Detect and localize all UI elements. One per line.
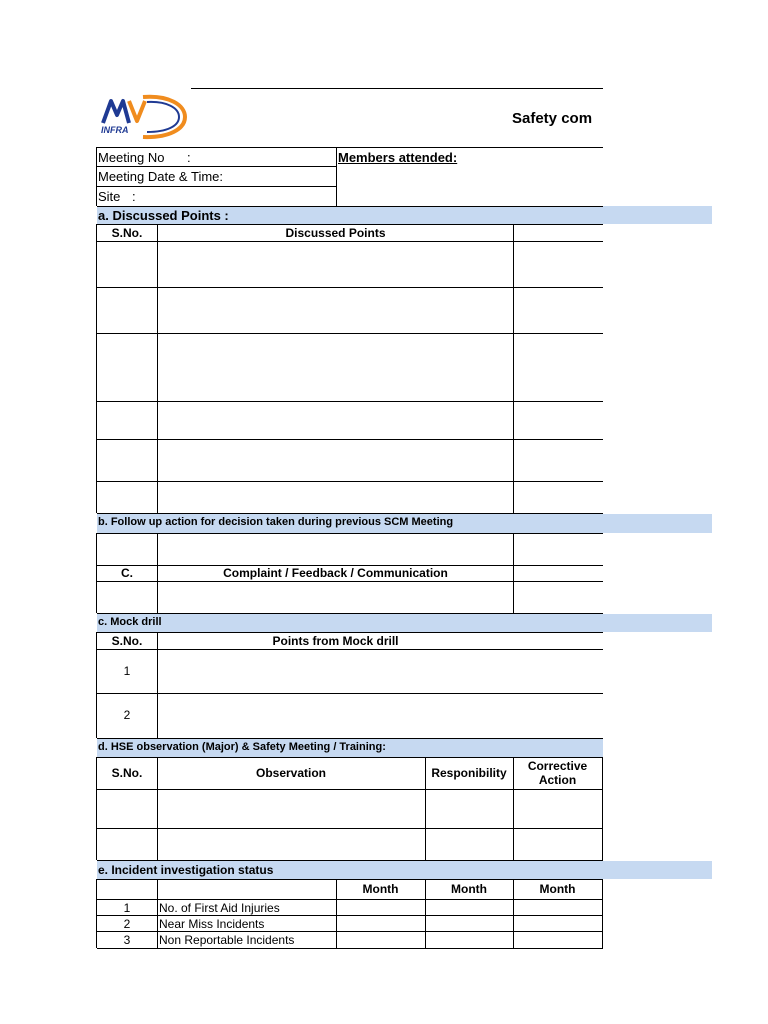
site-label: Site (98, 189, 121, 204)
company-logo (99, 93, 187, 141)
table-row (97, 333, 603, 334)
table-row (97, 241, 603, 242)
section-c-col-sno: S.No. (111, 634, 143, 648)
meeting-rule-3 (97, 186, 337, 187)
incident-row-2-label: Near Miss Incidents (159, 917, 265, 931)
table-row (97, 693, 603, 694)
table-row (97, 533, 603, 534)
section-d-col-sno: S.No. (111, 766, 143, 780)
table-row (97, 789, 603, 790)
section-c-col-divider (157, 632, 158, 738)
section-b-title: b. Follow up action for decision taken during previous SCM Meeting (98, 516, 454, 528)
section-e-title: e. Incident investigation status (98, 863, 274, 877)
mock-drill-row-1-no: 1 (123, 664, 131, 678)
meeting-no-colon: : (187, 150, 191, 165)
section-e-right-border (602, 879, 603, 948)
meeting-rule-2 (97, 166, 337, 167)
meeting-no-label: Meeting No (98, 150, 165, 165)
section-c-title: c. Mock drill (98, 616, 162, 628)
members-attended-label: Members attended: (338, 150, 458, 165)
complaint-feedback-label: Complaint / Feedback / Communication (223, 566, 448, 580)
header-top-rule (191, 88, 603, 89)
table-row (97, 879, 603, 880)
section-d-left-border (96, 757, 97, 860)
section-a-rule-header (97, 224, 603, 225)
section-d-col-divider-2 (425, 757, 426, 860)
table-row (97, 931, 603, 932)
section-d-title: d. HSE observation (Major) & Safety Meeting / Training: (98, 741, 386, 753)
section-a-col-divider-1 (157, 224, 158, 513)
section-a-col-divider-2 (513, 224, 514, 513)
incident-row-2-no: 2 (123, 917, 131, 931)
incident-row-1-no: 1 (123, 901, 131, 915)
incident-row-3-no: 3 (123, 933, 131, 947)
table-row (97, 915, 603, 916)
table-row (97, 401, 603, 402)
table-row (97, 948, 603, 949)
section-a-col-points: Discussed Points (285, 226, 386, 240)
section-c-left-border (96, 632, 97, 738)
table-row (97, 581, 603, 582)
incident-row-1-label: No. of First Aid Injuries (159, 901, 280, 915)
table-row (97, 828, 603, 829)
meeting-left-border (96, 147, 97, 206)
section-c-band (97, 614, 712, 632)
incident-col-month-2: Month (451, 882, 487, 896)
table-row (97, 899, 603, 900)
meeting-rule-1 (97, 147, 603, 148)
section-a-left-border (96, 224, 97, 513)
section-d-col-responsibility: Responibility (431, 766, 507, 780)
incident-col-month-3: Month (539, 882, 576, 896)
site-colon: : (132, 189, 136, 204)
table-row (97, 757, 603, 758)
section-d-col-divider-3 (513, 757, 514, 860)
incident-col-month-1: Month (362, 882, 399, 896)
section-c-col-points: Points from Mock drill (272, 634, 399, 648)
section-d-col-corrective-1: Corrective (527, 759, 588, 773)
section-d-right-border (602, 757, 603, 860)
logo-sub-text: INFRA (101, 125, 129, 135)
section-a-col-sno: S.No. (111, 226, 143, 240)
section-d-col-divider-1 (157, 757, 158, 860)
section-e-col-divider-4 (513, 879, 514, 948)
section-a-title: a. Discussed Points : (98, 208, 229, 223)
table-row (97, 649, 603, 650)
section-d-col-observation: Observation (255, 766, 327, 780)
table-row (97, 632, 603, 633)
complaint-c-label: C. (121, 566, 133, 580)
meeting-divider (336, 147, 337, 206)
table-row (97, 481, 603, 482)
section-d-col-corrective-2: Action (538, 773, 577, 787)
incident-row-3-label: Non Reportable Incidents (159, 933, 295, 947)
table-row (97, 287, 603, 288)
section-e-col-divider-2 (336, 879, 337, 948)
section-e-col-divider-1 (157, 879, 158, 948)
meeting-date-label: Meeting Date & Time: (98, 169, 223, 184)
section-e-col-divider-3 (425, 879, 426, 948)
table-row (97, 439, 603, 440)
mock-drill-row-2-no: 2 (123, 708, 131, 722)
document-title: Safety com (512, 110, 593, 127)
section-a-top-rule (97, 206, 603, 207)
